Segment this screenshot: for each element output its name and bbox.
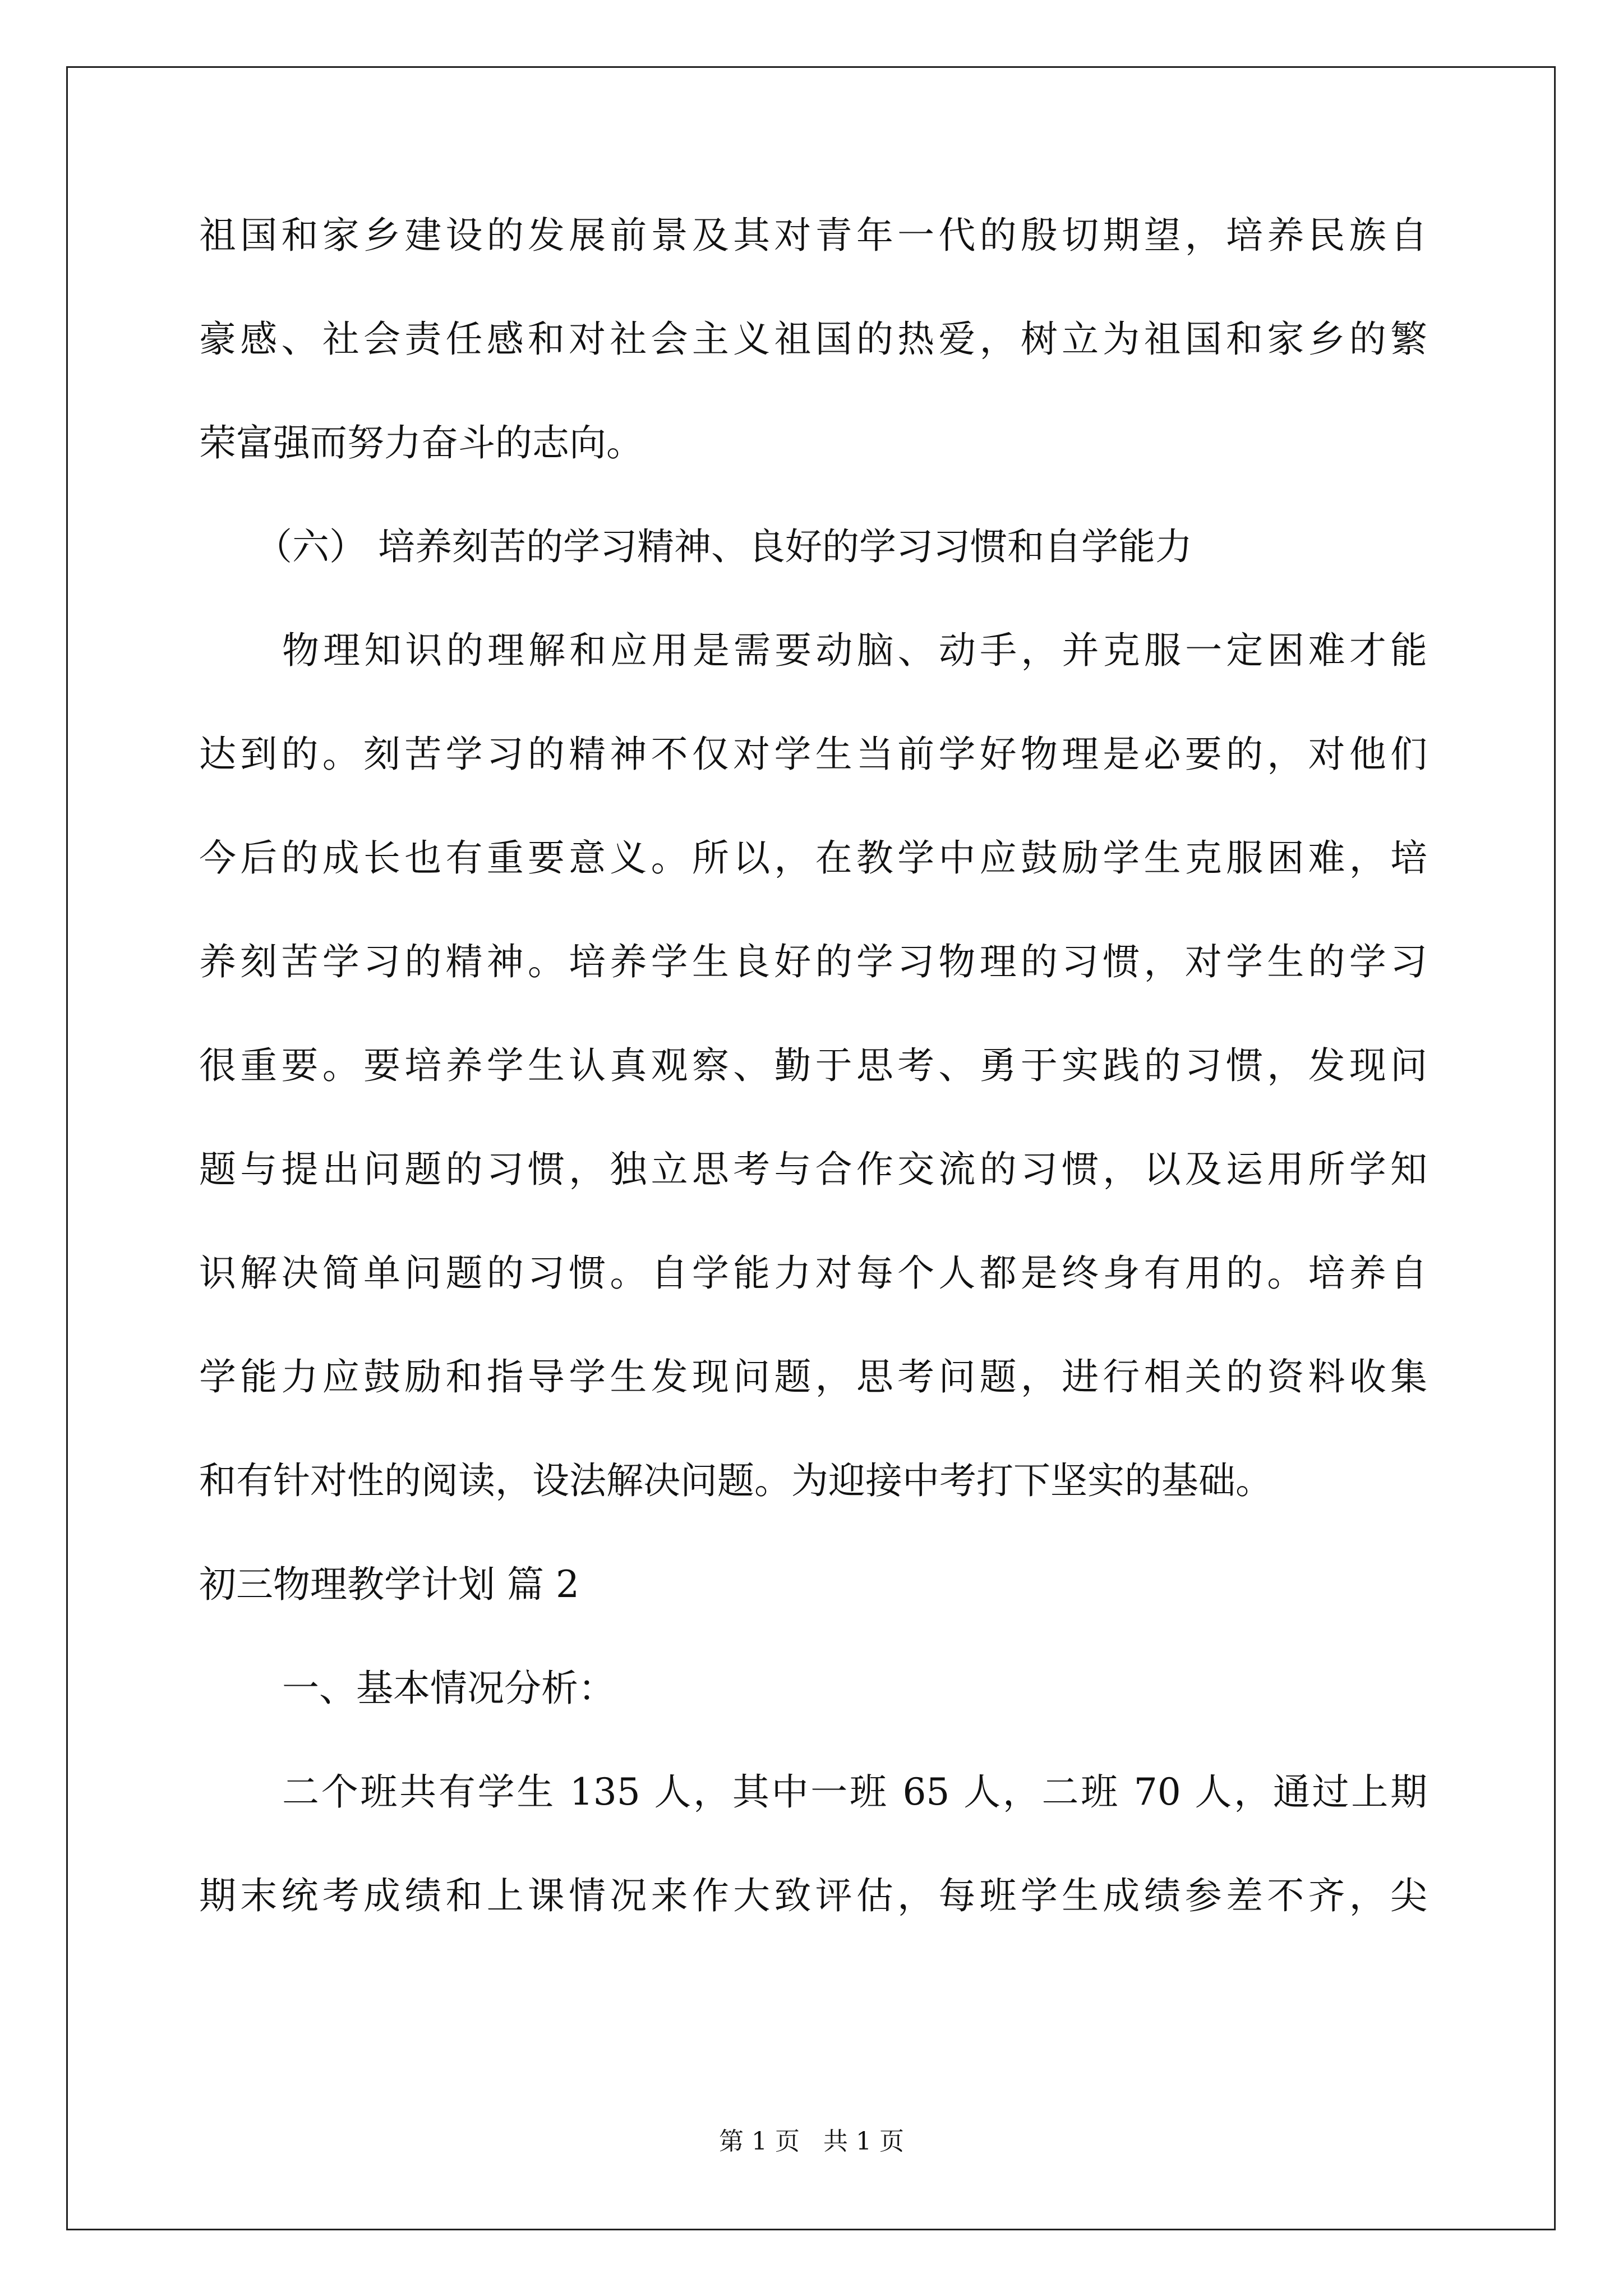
paragraph-line: 豪感、社会责任感和对社会主义祖国的热爱，树立为祖国和家乡的繁 (199, 318, 1427, 361)
paragraph-line: 养刻苦学习的精神。培养学生良好的学习物理的习惯，对学生的学习 (199, 940, 1427, 983)
paragraph-line: 识解决简单问题的习惯。自学能力对每个人都是终身有用的。培养自 (199, 1251, 1427, 1295)
paragraph-line: 题与提出问题的习惯，独立思考与合作交流的习惯，以及运用所学知 (199, 1148, 1427, 1191)
section-heading: 一、基本情况分析： (282, 1667, 615, 1710)
paragraph-line: 很重要。要培养学生认真观察、勤于思考、勇于实践的习惯，发现问 (199, 1044, 1427, 1087)
paragraph-line: 物理知识的理解和应用是需要动脑、动手，并克服一定困难才能 (282, 629, 1427, 672)
paragraph-line: 和有针对性的阅读，设法解决问题。为迎接中考打下坚实的基础。 (199, 1459, 1272, 1502)
paragraph-line: 学能力应鼓励和指导学生发现问题，思考问题，进行相关的资料收集 (199, 1355, 1427, 1398)
paragraph-line: 期末统考成绩和上课情况来作大致评估，每班学生成绩参差不齐，尖 (199, 1874, 1427, 1917)
page-number-footer: 第 1 页 共 1 页 (719, 2127, 904, 2156)
paragraph-line: 达到的。刻苦学习的精神不仅对学生当前学好物理是必要的，对他们 (199, 733, 1427, 776)
article-title: 初三物理教学计划 篇 2 (199, 1563, 579, 1606)
section-heading: （六） 培养刻苦的学习精神、良好的学习习惯和自学能力 (255, 525, 1192, 568)
paragraph-line: 荣富强而努力奋斗的志向。 (199, 421, 643, 464)
paragraph-line: 今后的成长也有重要意义。所以，在教学中应鼓励学生克服困难，培 (199, 836, 1427, 880)
paragraph-line: 祖国和家乡建设的发展前景及其对青年一代的殷切期望，培养民族自 (199, 214, 1427, 257)
paragraph-line: 二个班共有学生 135 人，其中一班 65 人，二班 70 人，通过上期 (282, 1770, 1427, 1814)
